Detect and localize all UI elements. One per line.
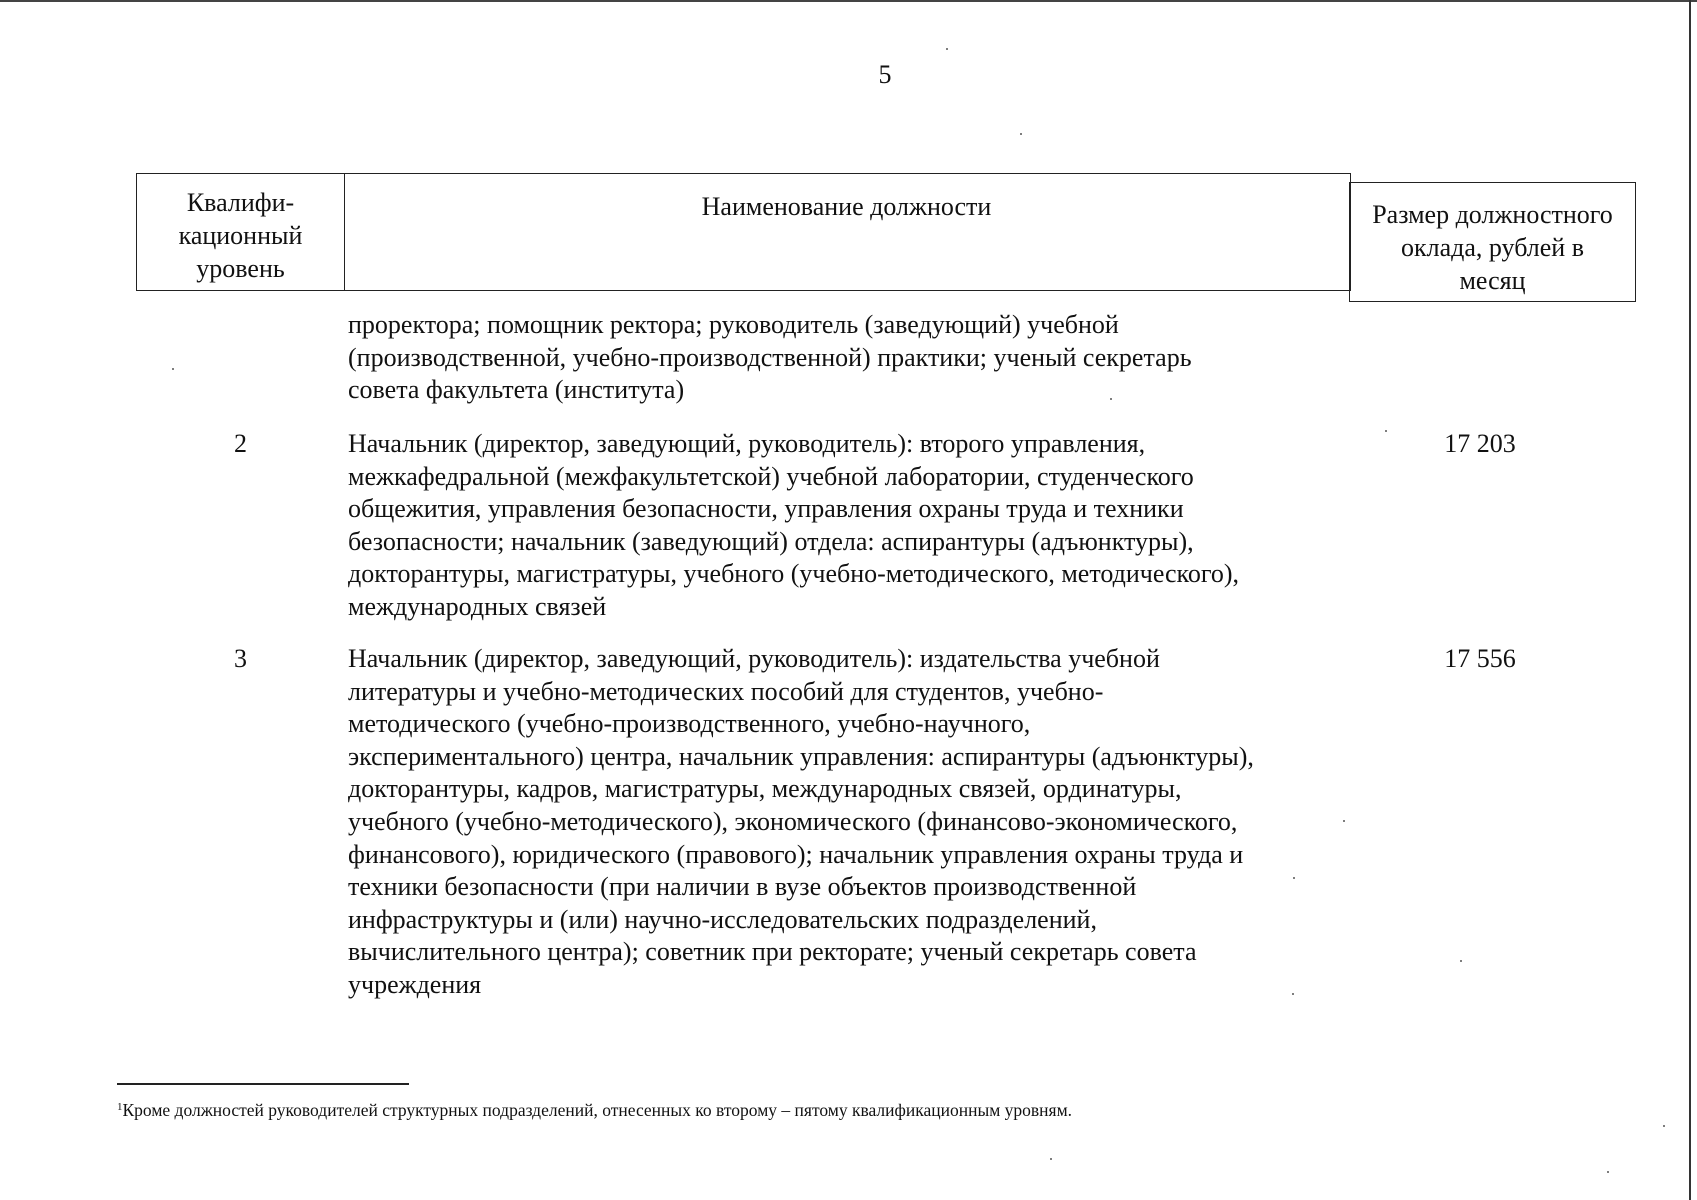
scan-speck	[172, 368, 174, 370]
header-position-name: Наименование должности	[343, 173, 1351, 291]
header-salary: Размер должностного оклада, рублей в месяц	[1349, 182, 1636, 302]
footnote-marker: 1	[117, 1101, 123, 1113]
qualification-level: 2	[234, 429, 247, 458]
salary-value: 17 203	[1444, 429, 1516, 458]
top-scan-edge	[0, 0, 1697, 2]
scan-speck	[946, 48, 948, 50]
scan-speck	[1663, 1125, 1665, 1127]
scan-speck	[1020, 133, 1022, 135]
position-description: Начальник (директор, заведующий, руководитель): второго управления, межкафедральной (межфакультетской) учебной лаборатории, студенческого общежития, управления безопасности, управления охраны труда и техники безопасности; начальник (заведующий) отдела: аспирантуры (адъюнктуры), докторантуры, магистратуры, учебного (учебно-методического, методического), международных связей	[348, 429, 1240, 621]
position-description: проректора; помощник ректора; руководитель (заведующий) учебной (производственной, учебно-производственной) практики; ученый секретарь совета факультета (института)	[348, 310, 1192, 405]
right-scan-edge	[1689, 0, 1691, 1200]
position-description: Начальник (директор, заведующий, руководитель): издательства учебной литературы и учебно-методических пособий для студентов, учебно- методического (учебно-производственного, учебно-научного, экспериментального) центра, начальник управления: аспирантуры (адъюнктуры), докторантуры, кадров, магистратуры, международных связей, ординатуры, учебного (учебно-методического), экономического (финансово-экономического, финансового), юридического (правового); начальник управления охраны труда и техники безопасности (при наличии в вузе объектов производственной инфраструктуры и (или) научно-исследовательских подразделений, вычислительного центра); советник при ректорате; ученый секретарь совета учреждения	[348, 644, 1254, 999]
qualification-level: 3	[234, 644, 247, 673]
header-qualification-level: Квалифи- кационный уровень	[136, 173, 345, 291]
footnote-divider	[117, 1083, 409, 1085]
scan-speck	[1385, 430, 1387, 432]
scan-speck	[1343, 820, 1345, 822]
page-number: 5	[878, 60, 892, 89]
scan-speck	[1460, 960, 1462, 962]
scan-speck	[1607, 1171, 1609, 1173]
table-header	[136, 173, 1636, 293]
scan-speck	[1292, 993, 1294, 995]
scan-speck	[1050, 1158, 1052, 1160]
salary-value: 17 556	[1444, 644, 1516, 673]
footnote	[117, 1100, 1072, 1121]
scan-speck	[1293, 877, 1295, 879]
scan-speck	[1110, 398, 1112, 400]
footnote-text: Кроме должностей руководителей структурных подразделений, отнесенных ко второму – пятому квалификационным уровням.	[122, 1100, 1073, 1120]
